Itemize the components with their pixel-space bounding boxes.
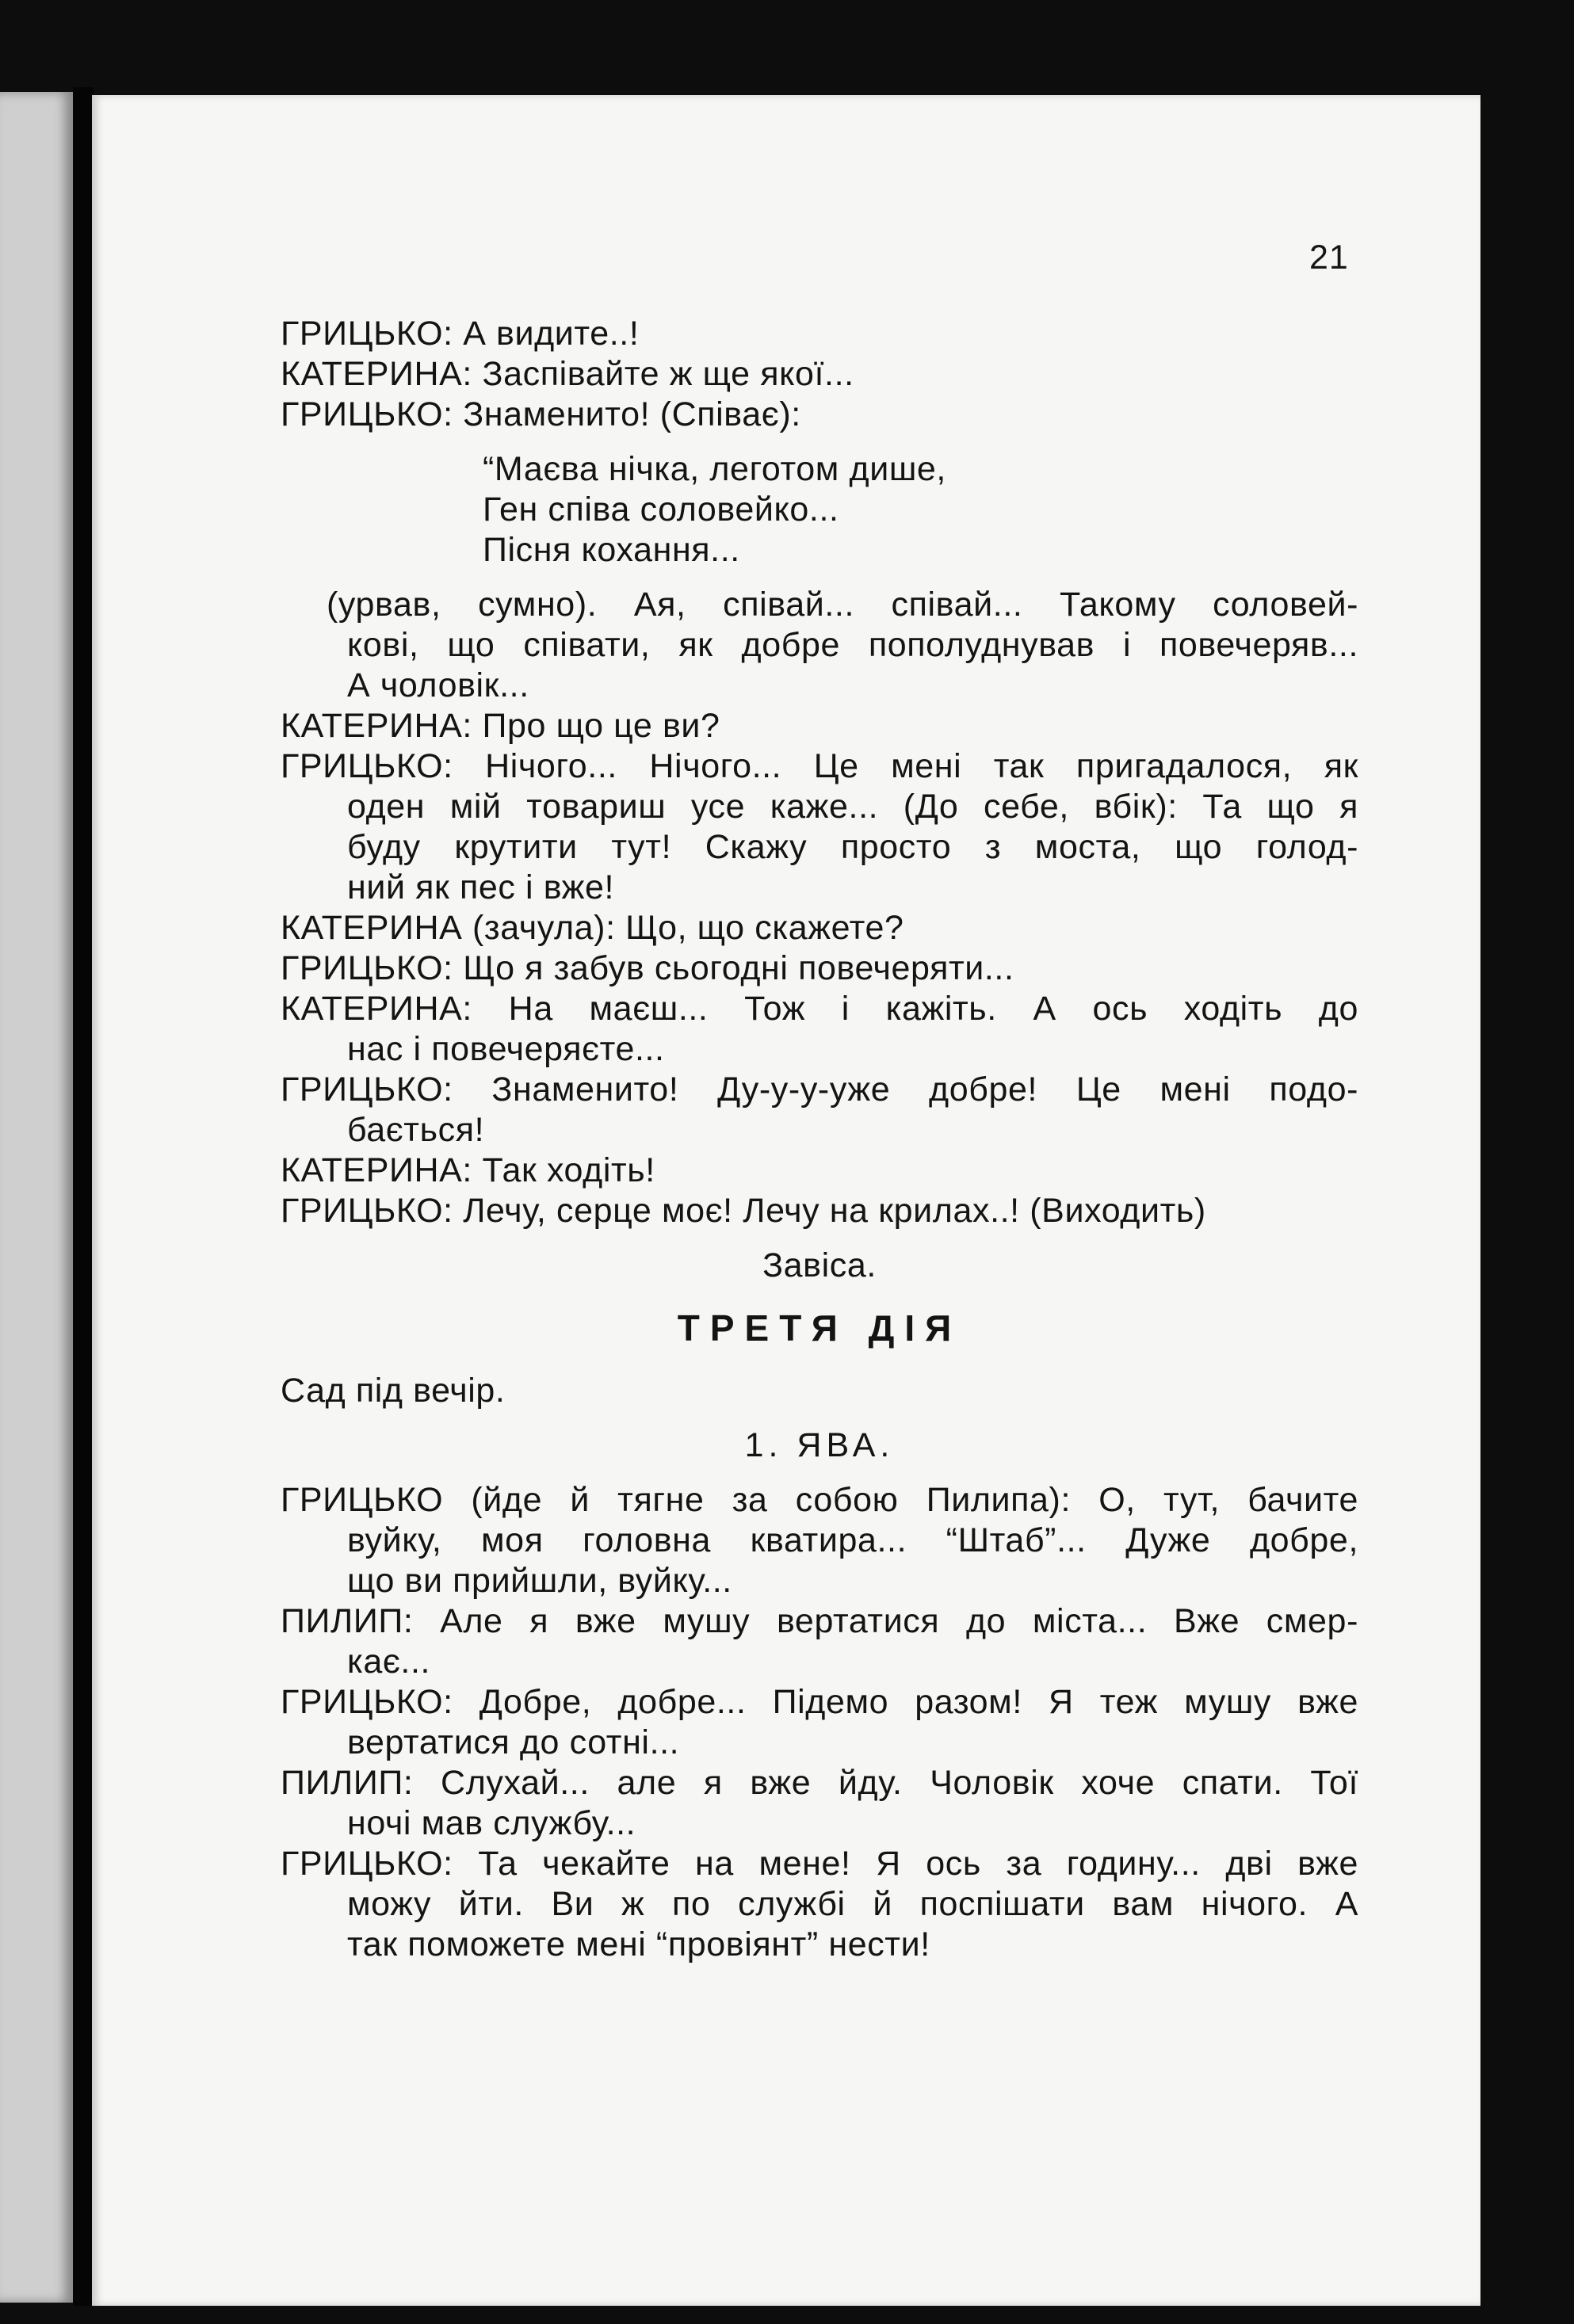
dialogue-continuation: ночі мав службу... xyxy=(347,1804,636,1842)
dialogue-continuation: оден мій товариш усе каже... (До себе, вбік): Та що я xyxy=(347,788,1358,826)
dialogue-continuation: що ви прийшли, вуйку... xyxy=(347,1562,732,1600)
dialogue-continuation: вертатися до сотні... xyxy=(347,1723,680,1761)
dialogue-continuation: А чоловік... xyxy=(347,666,529,704)
dialogue-line: КАТЕРИНА (зачула): Що, що скажете? xyxy=(281,909,904,947)
dialogue-line: ПИЛИП: Але я вже мушу вертатися до міста... Вже смер- xyxy=(281,1602,1358,1640)
dialogue-line: ГРИЦЬКО: Знаменито! Ду-у-у-уже добре! Це мені подо- xyxy=(281,1070,1358,1109)
dialogue-line: (урвав, сумно). Ая, співай... співай... Такому соловей- xyxy=(327,586,1358,624)
dialogue-line: ГРИЦЬКО: Та чекайте на мене! Я ось за годину... дві вже xyxy=(281,1845,1358,1883)
dialogue-line: ГРИЦЬКО: А видите..! xyxy=(281,315,640,353)
dialogue-line: КАТЕРИНА: Про що це ви? xyxy=(281,707,720,745)
act-heading: ТРЕТЯ ДІЯ xyxy=(677,1307,962,1349)
dialogue-line: ГРИЦЬКО: Знаменито! (Співає): xyxy=(281,395,801,433)
dialogue-continuation: буду крутити тут! Скажу просто з моста, що голод- xyxy=(347,828,1358,866)
dialogue-continuation: можу йти. Ви ж по службі й поспішати вам нічого. А xyxy=(347,1885,1358,1923)
song-verse-line: Ген співа соловейко... xyxy=(483,490,839,529)
dialogue-continuation: кає... xyxy=(347,1643,431,1681)
page-number: 21 xyxy=(1309,239,1349,277)
curtain-note: Завіса. xyxy=(762,1246,877,1284)
scene-heading: 1. ЯВА. xyxy=(744,1426,895,1464)
song-verse-line: Пісня кохання... xyxy=(483,531,740,569)
play-text xyxy=(281,314,1358,1965)
dialogue-line: ГРИЦЬКО: Добре, добре... Підемо разом! Я теж мушу вже xyxy=(281,1683,1358,1721)
stage-setting: Сад під вечір. xyxy=(281,1372,506,1410)
dialogue-continuation: бається! xyxy=(347,1111,485,1149)
song-verse-line: “Маєва нічка, леготом дише, xyxy=(483,450,946,488)
dialogue-continuation: кові, що співати, як добре пополуднував і повечеряв... xyxy=(347,626,1358,664)
dialogue-continuation: ний як пес і вже! xyxy=(347,868,615,906)
dialogue-line: КАТЕРИНА: На маєш... Тож і кажіть. А ось ходіть до xyxy=(281,990,1358,1028)
dialogue-continuation: вуйку, моя головна кватира... “Штаб”... Дуже добре, xyxy=(347,1521,1358,1559)
dialogue-line: ГРИЦЬКО: Нічого... Нічого... Це мені так пригадалося, як xyxy=(281,747,1358,785)
dialogue-line: ПИЛИП: Слухай... але я вже йду. Чоловік хоче спати. Тої xyxy=(281,1764,1358,1802)
dialogue-line: ГРИЦЬКО (йде й тягне за собою Пилипа): О, тут, бачите xyxy=(281,1481,1358,1519)
dialogue-continuation: нас і повечеряєте... xyxy=(347,1030,665,1068)
previous-page-edge xyxy=(0,92,73,2303)
dialogue-line: КАТЕРИНА: Так ходіть! xyxy=(281,1151,655,1189)
dialogue-line: ГРИЦЬКО: Лечу, серце моє! Лечу на крилах..! (Виходить) xyxy=(281,1192,1206,1230)
dialogue-continuation: так поможете мені “провіянт” нести! xyxy=(347,1925,930,1963)
dialogue-line: ГРИЦЬКО: Що я забув сьогодні повечеряти... xyxy=(281,949,1014,987)
dialogue-line: КАТЕРИНА: Заспівайте ж ще якої... xyxy=(281,355,854,393)
book-binding-shadow xyxy=(73,87,94,2306)
